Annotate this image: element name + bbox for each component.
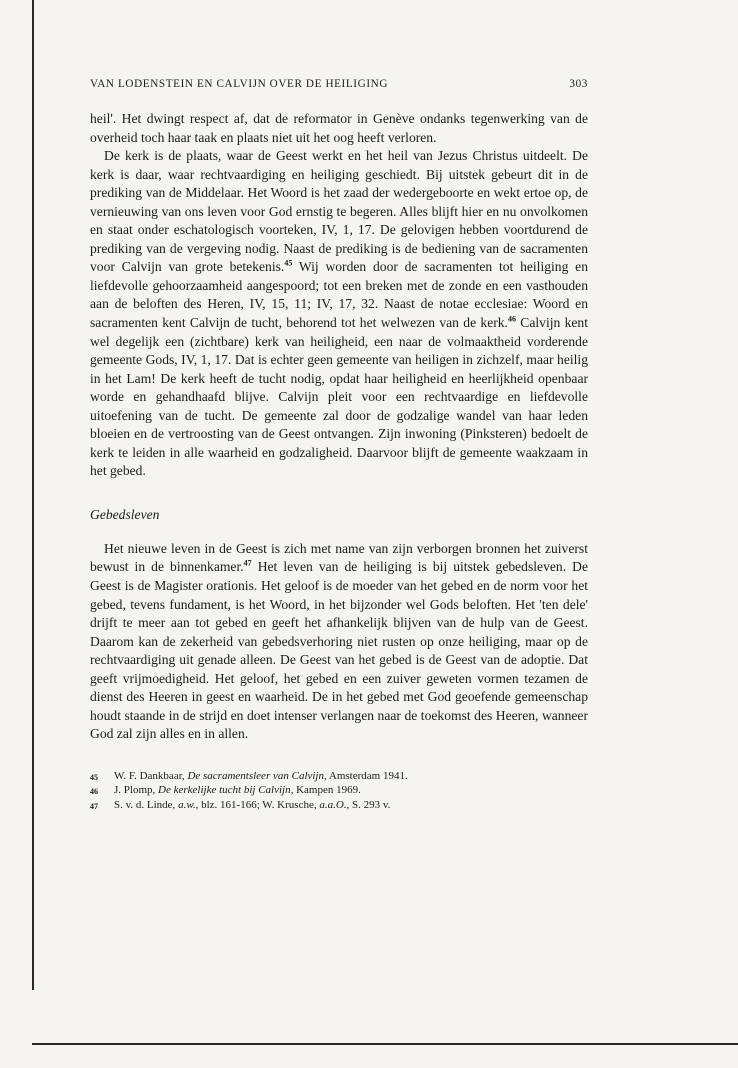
footnote-number: 45 [90,772,98,782]
footnote-text: W. F. Dankbaar, De sacramentsleer van Calvijn, Amsterdam 1941. [114,769,408,782]
running-head-title: VAN LODENSTEIN EN CALVIJN OVER DE HEILIGING [90,78,389,90]
footnote-45 [90,770,588,785]
paragraph-2: De kerk is de plaats, waar de Geest werkt en het heil van Jezus Christus uitdeelt. De kerk is daar, waar rechtvaardiging en heiliging geschiedt. Bij uitstek gebeurt dit in de prediking van de Middelaar. Het Woord is het zaad der wedergeboorte en wekt ertoe op, de vernieuwing van ons leven voor God ernstig te begeren. Alles blijft hier en nu onvolkomen en staat onder eschatologisch voorteken, IV, 1, 17. De gelovigen hebben voortdurend de prediking van de vergeving nodig. Naast de prediking is de bediening van de sacramenten voor Calvijn van grote betekenis.$^{45}$ Wij worden door de sacramenten tot heiliging en liefdevolle gehoorzaamheid aangespoord; tot een breken met de zonde en een vasthouden aan de beloften des Heren, IV, 15, 11; IV, 17, 32. Naast de notae ecclesiae: Woord en sacramenten kent Calvijn de tucht, behorend tot het welwezen van de kerk.$^{46}$ Calvijn kent wel degelijk een (zichtbare) kerk van heiligheid, een naar de volmaaktheid vorderende gemeente Gods, IV, 1, 17. Dat is echter geen gemeente van heiligen in zichzelf, maar heilig in het Lam! De kerk heeft de tucht nodig, opdat haar heiligheid en heerlijkheid openbaar worde en gehandhaafd blijve. Calvijn pleit voor een rechtvaardige en liefdevolle uitoefening van de tucht. De gemeente zal door de godzalige wandel van haar leden bloeien en de vertroosting van de Geest ontvangen. Zijn inwoning (Pinksteren) bedoelt de kerk te leiden in alle waarheid en godzaligheid. Daarvoor blijft de gemeente waakzaam in het gebed. [90,148,588,479]
footnotes [90,770,588,814]
paragraph-1: heil'. Het dwingt respect af, dat de reformator in Genève ondanks tegenwerking van de overheid toch haar taak en plaats niet uit het oog heeft verloren. [90,111,588,145]
footnote-text: J. Plomp, De kerkelijke tucht bij Calvijn, Kampen 1969. [114,784,361,797]
footnote-number: 47 [90,801,98,811]
footnote-ref-46: 46 [507,314,516,324]
paragraph-3: Het nieuwe leven in de Geest is zich met name van zijn verborgen bronnen het zuiverst bewust in de binnenkamer.$^{47}$ Het leven van de heiliging is bij uitstek gebedsleven. De Geest is de Magister orationis. Het geloof is de moeder van het gebed en de norm voor het gebed, tevens fundament, is het Woord, in het bijzonder wel Gods beloften. Het 'ten dele' drijft te meer aan tot gebed en geeft het afhankelijk blijven van de hulp van de Geest. Daarom kan de zekerheid van gebedsverhoring niet rusten op onze heiliging, maar op de rechtvaardiging uit genade alleen. De Geest van het gebed is de Geest van de adoptie. Dat geeft vrijmoedigheid. Het geloof, het gebed en een zuiver geweten vormen tezamen de dienst des Heeren in geest en waarheid. De in het gebed met God geoefende gemeenschap houdt staande in de strijd en doet intenser verlangen naar de toekomst des Heeren, wanneer God zal zijn alles en in allen. [90,540,588,742]
footnote-ref-47: 47 [243,558,252,568]
body-text [90,110,588,744]
running-head [90,78,588,90]
scan-edge-bottom [32,1043,738,1045]
page [90,78,588,813]
section-heading: Gebedsleven [90,506,160,522]
scan-edge-left [32,0,34,990]
footnote-47 [90,799,588,814]
page-number: 303 [569,78,588,90]
footnote-ref-45: 45 [284,258,293,268]
footnote-number: 46 [90,787,98,797]
footnote-text: S. v. d. Linde, a.w., blz. 161-166; W. Krusche, a.a.O., S. 293 v. [114,798,391,811]
footnote-46 [90,784,588,799]
